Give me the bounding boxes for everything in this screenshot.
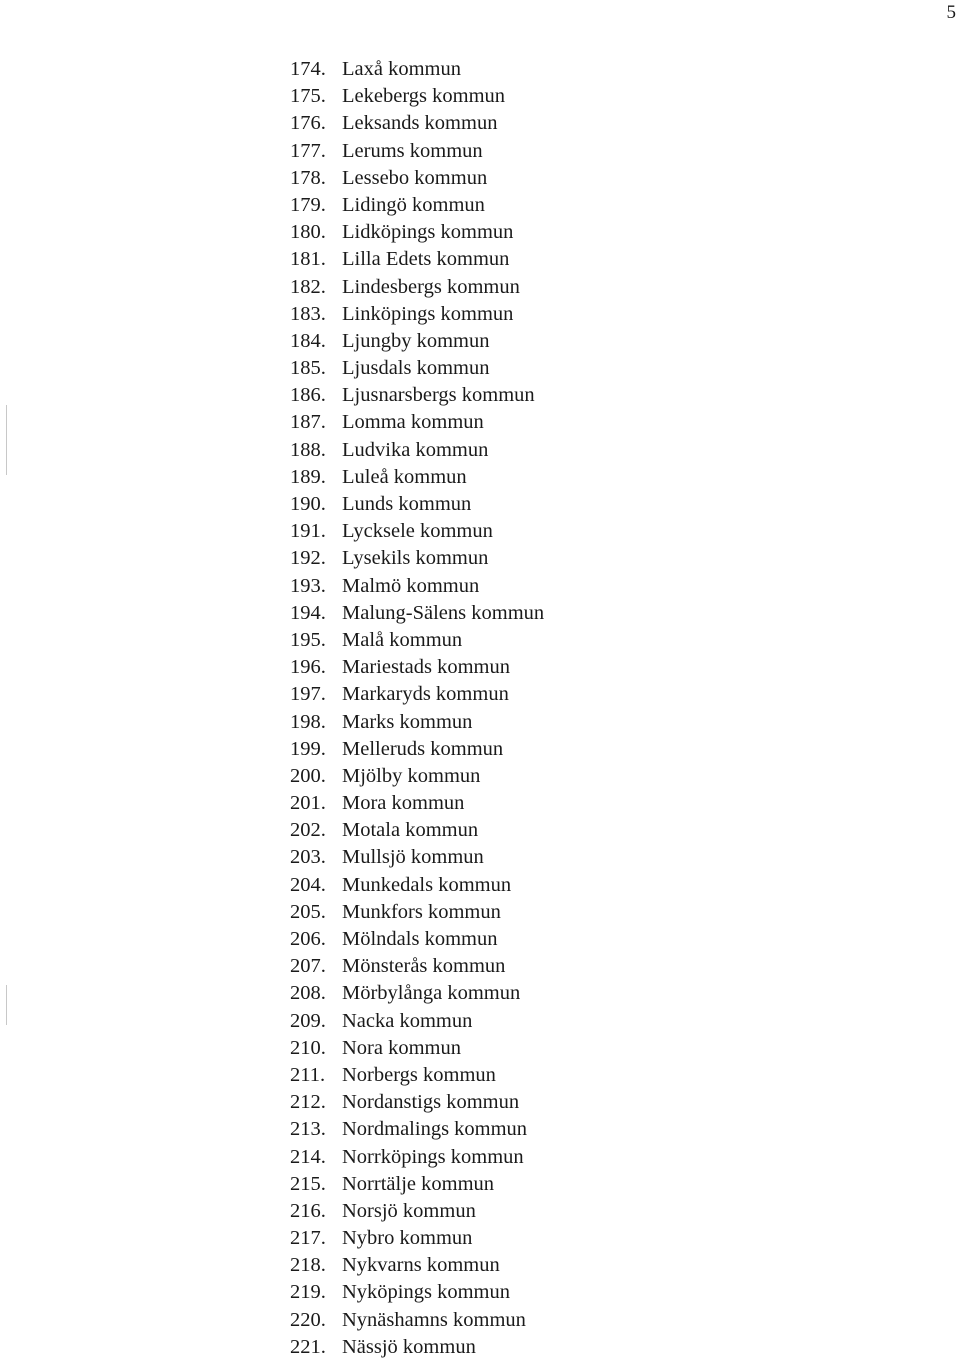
municipality-name: Lunds kommun xyxy=(342,493,472,515)
list-item xyxy=(290,953,544,980)
item-number: 204. xyxy=(290,873,326,896)
municipality-name: Norsjö kommun xyxy=(342,1199,476,1222)
list-item xyxy=(290,1062,544,1089)
item-number: 187. xyxy=(290,411,326,434)
list-item xyxy=(290,1008,544,1035)
item-number: 206. xyxy=(290,928,326,950)
municipality-name: Lerums kommun xyxy=(342,139,483,162)
list-item xyxy=(290,1225,544,1252)
item-number: 183. xyxy=(290,302,326,325)
list-item xyxy=(290,1035,544,1062)
municipality-name: Mora kommun xyxy=(342,792,465,815)
municipality-name: Melleruds kommun xyxy=(342,737,504,760)
municipality-name: Lilla Edets kommun xyxy=(342,248,510,271)
list-item xyxy=(290,980,544,1007)
item-number: 205. xyxy=(290,900,326,923)
item-number: 220. xyxy=(290,1308,326,1331)
list-item xyxy=(290,1307,544,1334)
item-number: 209. xyxy=(290,1009,326,1032)
municipality-name: Munkedals kommun xyxy=(342,873,512,896)
item-number: 212. xyxy=(290,1091,326,1114)
municipality-name: Malung-Sälens kommun xyxy=(342,601,545,624)
municipality-name: Laxå kommun xyxy=(342,58,461,80)
list-item xyxy=(290,437,544,464)
item-number: 192. xyxy=(290,547,326,570)
municipality-name: Lekebergs kommun xyxy=(342,85,506,108)
municipality-name: Mullsjö kommun xyxy=(342,846,484,869)
list-item xyxy=(290,518,544,545)
item-number: 185. xyxy=(290,357,326,380)
municipality-name: Mönsterås kommun xyxy=(342,955,506,978)
list-item xyxy=(290,899,544,926)
item-number: 199. xyxy=(290,737,326,760)
list-item xyxy=(290,274,544,301)
municipality-name: Nybro kommun xyxy=(342,1227,473,1250)
municipality-name: Malå kommun xyxy=(342,628,463,651)
list-item xyxy=(290,1252,544,1279)
municipality-name: Mölndals kommun xyxy=(342,928,498,950)
list-item xyxy=(290,1171,544,1198)
list-item xyxy=(290,301,544,328)
list-item xyxy=(290,219,544,246)
item-number: 178. xyxy=(290,166,326,189)
municipality-name: Lindesbergs kommun xyxy=(342,275,520,298)
list-item xyxy=(290,1198,544,1225)
municipality-name: Luleå kommun xyxy=(342,465,467,488)
item-number: 221. xyxy=(290,1335,326,1358)
item-number: 182. xyxy=(290,275,326,298)
item-number: 214. xyxy=(290,1145,326,1168)
list-item xyxy=(290,246,544,273)
municipality-name: Ludvika kommun xyxy=(342,438,489,461)
list-item xyxy=(290,110,544,137)
list-item xyxy=(290,872,544,899)
municipality-name: Nynäshamns kommun xyxy=(342,1308,526,1331)
municipality-name: Nordmalings kommun xyxy=(342,1118,528,1141)
list-item xyxy=(290,817,544,844)
municipality-name: Nora kommun xyxy=(342,1036,461,1059)
municipality-list xyxy=(290,56,544,1361)
scan-edge-mark xyxy=(6,985,7,1025)
list-item xyxy=(290,1089,544,1116)
list-item xyxy=(290,926,544,953)
item-number: 218. xyxy=(290,1254,326,1277)
item-number: 208. xyxy=(290,982,326,1005)
list-item xyxy=(290,1334,544,1361)
list-item xyxy=(290,627,544,654)
item-number: 202. xyxy=(290,819,326,842)
item-number: 198. xyxy=(290,710,326,733)
list-item xyxy=(290,165,544,192)
municipality-name: Nordanstigs kommun xyxy=(342,1091,520,1114)
item-number: 186. xyxy=(290,384,326,407)
item-number: 177. xyxy=(290,139,326,162)
list-item xyxy=(290,328,544,355)
item-number: 191. xyxy=(290,520,326,543)
municipality-name: Ljusdals kommun xyxy=(342,357,490,380)
list-item xyxy=(290,600,544,627)
municipality-name: Ljungby kommun xyxy=(342,329,490,352)
item-number: 188. xyxy=(290,438,326,461)
municipality-name: Norrköpings kommun xyxy=(342,1145,524,1168)
municipality-name: Munkfors kommun xyxy=(342,900,501,923)
municipality-name: Lomma kommun xyxy=(342,411,484,434)
municipality-name: Nykvarns kommun xyxy=(342,1254,500,1277)
list-item xyxy=(290,409,544,436)
list-item xyxy=(290,545,544,572)
item-number: 176. xyxy=(290,112,326,135)
list-item xyxy=(290,192,544,219)
scan-edge-mark xyxy=(6,405,7,475)
municipality-name: Mariestads kommun xyxy=(342,656,510,679)
item-number: 215. xyxy=(290,1172,326,1195)
municipality-name: Mjölby kommun xyxy=(342,764,481,787)
list-item xyxy=(290,763,544,790)
item-number: 194. xyxy=(290,601,326,624)
item-number: 195. xyxy=(290,628,326,651)
municipality-name: Lycksele kommun xyxy=(342,520,493,543)
list-item xyxy=(290,736,544,763)
municipality-name: Linköpings kommun xyxy=(342,302,514,325)
municipality-name: Lessebo kommun xyxy=(342,166,488,189)
item-number: 210. xyxy=(290,1036,326,1059)
list-item xyxy=(290,709,544,736)
item-number: 217. xyxy=(290,1227,326,1250)
list-item xyxy=(290,654,544,681)
list-item xyxy=(290,382,544,409)
item-number: 184. xyxy=(290,329,326,352)
item-number: 219. xyxy=(290,1281,326,1304)
item-number: 193. xyxy=(290,574,326,597)
list-item xyxy=(290,573,544,600)
item-number: 197. xyxy=(290,683,326,706)
item-number: 174. xyxy=(290,58,326,80)
item-number: 179. xyxy=(290,193,326,216)
list-item xyxy=(290,464,544,491)
item-number: 201. xyxy=(290,792,326,815)
list-item xyxy=(290,138,544,165)
list-item xyxy=(290,355,544,382)
item-number: 181. xyxy=(290,248,326,271)
municipality-name: Leksands kommun xyxy=(342,112,498,135)
municipality-name: Mörbylånga kommun xyxy=(342,982,521,1005)
municipality-name: Nacka kommun xyxy=(342,1009,473,1032)
item-number: 180. xyxy=(290,221,326,244)
municipality-name: Norbergs kommun xyxy=(342,1063,496,1086)
municipality-name: Marks kommun xyxy=(342,710,473,733)
list-item xyxy=(290,1279,544,1306)
municipality-name: Nyköpings kommun xyxy=(342,1281,510,1304)
item-number: 190. xyxy=(290,493,326,515)
list-item xyxy=(290,83,544,110)
list-item xyxy=(290,56,544,83)
municipality-name: Markaryds kommun xyxy=(342,683,509,706)
municipality-name: Malmö kommun xyxy=(342,574,480,597)
item-number: 196. xyxy=(290,656,326,679)
item-number: 203. xyxy=(290,846,326,869)
item-number: 213. xyxy=(290,1118,326,1141)
municipality-name: Lidingö kommun xyxy=(342,193,485,216)
list-item xyxy=(290,1116,544,1143)
municipality-name: Lysekils kommun xyxy=(342,547,489,570)
item-number: 211. xyxy=(290,1063,326,1086)
municipality-name: Nässjö kommun xyxy=(342,1335,476,1358)
municipality-name: Motala kommun xyxy=(342,819,479,842)
municipality-name: Norrtälje kommun xyxy=(342,1172,495,1195)
list-item xyxy=(290,844,544,871)
list-item xyxy=(290,790,544,817)
item-number: 189. xyxy=(290,465,326,488)
item-number: 216. xyxy=(290,1199,326,1222)
municipality-name: Ljusnarsbergs kommun xyxy=(342,384,535,407)
list-item xyxy=(290,1144,544,1171)
item-number: 175. xyxy=(290,85,326,108)
list-item xyxy=(290,681,544,708)
item-number: 207. xyxy=(290,955,326,978)
page-number: 5 xyxy=(946,2,956,23)
item-number: 200. xyxy=(290,764,326,787)
municipality-name: Lidköpings kommun xyxy=(342,221,514,244)
list-item xyxy=(290,491,544,518)
